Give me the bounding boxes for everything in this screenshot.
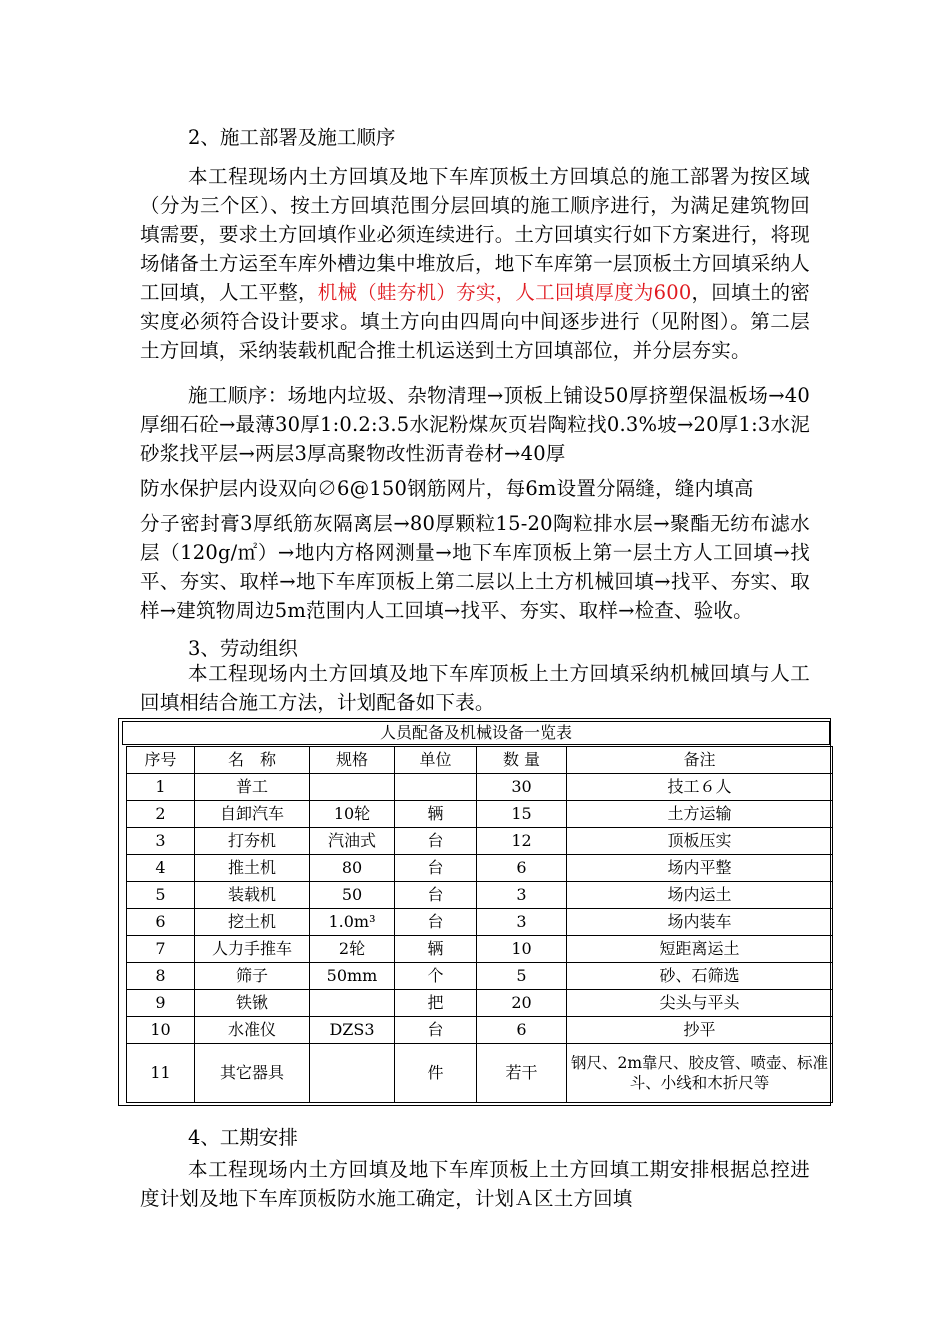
header-cell: 名 称 bbox=[195, 747, 310, 774]
cell: 推土机 bbox=[195, 855, 310, 882]
header-cell: 单位 bbox=[395, 747, 477, 774]
cell: 人力手推车 bbox=[195, 936, 310, 963]
table-row bbox=[127, 990, 833, 1017]
cell: 自卸汽车 bbox=[195, 801, 310, 828]
table-row bbox=[127, 855, 833, 882]
cell: 15 bbox=[477, 801, 567, 828]
cell: 3 bbox=[127, 828, 195, 855]
cell: 台 bbox=[395, 909, 477, 936]
table-row bbox=[127, 882, 833, 909]
table-row bbox=[127, 1044, 833, 1103]
cell: 台 bbox=[395, 855, 477, 882]
para1-text-a: 本工程现场内土方回填及地下车库顶板土方回填总的施工部署为按区域（分为三个区）、按土方回填范围分层回填的施工顺序进行，为满足建筑物回填需要，要求土方回填作业必须连续进行。土方回填实行如下方案进行，将现场储备土方运至车库外槽边集中堆放后，地下车库第一层顶板土方回填采纳人工回填，人工平整， bbox=[140, 165, 810, 304]
cell: 3 bbox=[477, 909, 567, 936]
para1-highlight-red: 机械（蛙夯机）夯实，人工回填厚度为600 bbox=[317, 281, 692, 304]
cell: 抄平 bbox=[567, 1017, 833, 1044]
cell: 80 bbox=[310, 855, 395, 882]
cell: 场内平整 bbox=[567, 855, 833, 882]
cell: 9 bbox=[127, 990, 195, 1017]
cell: 50mm bbox=[310, 963, 395, 990]
section-4-heading: 4、工期安排 bbox=[188, 1126, 298, 1149]
table-row bbox=[127, 828, 833, 855]
cell: 场内运土 bbox=[567, 882, 833, 909]
cell: 挖土机 bbox=[195, 909, 310, 936]
header-cell: 规格 bbox=[310, 747, 395, 774]
cell: 4 bbox=[127, 855, 195, 882]
cell: 打夯机 bbox=[195, 828, 310, 855]
table-row bbox=[127, 936, 833, 963]
cell: 5 bbox=[127, 882, 195, 909]
cell: 2 bbox=[127, 801, 195, 828]
cell: 10轮 bbox=[310, 801, 395, 828]
cell: 水准仪 bbox=[195, 1017, 310, 1044]
cell: 场内装车 bbox=[567, 909, 833, 936]
section-2-paragraph bbox=[140, 162, 810, 365]
section-3-paragraph: 本工程现场内土方回填及地下车库顶板上土方回填采纳机械回填与人工回填相结合施工方法，计划配备如下表。 bbox=[140, 662, 810, 714]
cell: 砂、石筛选 bbox=[567, 963, 833, 990]
cell bbox=[310, 1044, 395, 1103]
cell: 6 bbox=[127, 909, 195, 936]
table-row bbox=[127, 774, 833, 801]
cell bbox=[395, 774, 477, 801]
cell: 钢尺、2m靠尺、胶皮管、喷壶、标准斗、小线和木折尺等 bbox=[567, 1044, 833, 1103]
header-cell: 序号 bbox=[127, 747, 195, 774]
cell: 10 bbox=[477, 936, 567, 963]
cell: 7 bbox=[127, 936, 195, 963]
cell: 20 bbox=[477, 990, 567, 1017]
cell: 尖头与平头 bbox=[567, 990, 833, 1017]
cell: 土方运输 bbox=[567, 801, 833, 828]
cell bbox=[310, 774, 395, 801]
table-row bbox=[127, 801, 833, 828]
table-row bbox=[127, 963, 833, 990]
cell: 铁锹 bbox=[195, 990, 310, 1017]
construction-sequence-continued: 分子密封膏3厚纸筋灰隔离层→80厚颗粒15-20陶粒排水层→聚酯无纺布滤水层（120g/㎡）→地内方格网测量→地下车库顶板上第一层土方人工回填→找平、夯实、取样→地下车库顶板上第二层以上土方机械回填→找平、夯实、取样→建筑物周边5m范围内人工回填→找平、夯实、取样→检查、验收。 bbox=[140, 512, 810, 622]
cell: 11 bbox=[127, 1044, 195, 1103]
cell: 技工６人 bbox=[567, 774, 833, 801]
cell: 普工 bbox=[195, 774, 310, 801]
header-cell: 数 量 bbox=[477, 747, 567, 774]
cell: 辆 bbox=[395, 801, 477, 828]
cell: 短距离运土 bbox=[567, 936, 833, 963]
cell: 1.0m³ bbox=[310, 909, 395, 936]
cell: 3 bbox=[477, 882, 567, 909]
table-header-row bbox=[127, 747, 833, 774]
cell: 12 bbox=[477, 828, 567, 855]
cell: 6 bbox=[477, 1017, 567, 1044]
construction-sequence-line: 防水保护层内设双向∅6@150钢筋网片，每6m设置分隔缝，缝内填高 bbox=[140, 477, 754, 500]
para1-text-b: ，回填土的密实度必须符合设计要求。填土方向由四周向中间逐步进行（见附图）。第二层土方回填，采纳装载机配合推土机运送到土方回填部位，并分层夯实。 bbox=[140, 281, 810, 362]
construction-sequence-paragraph: 施工顺序：场地内垃圾、杂物清理→顶板上铺设50厚挤塑保温板场→40厚细石砼→最薄30厚1:0.2:3.5水泥粉煤灰页岩陶粒找0.3%坡→20厚1:3水泥砂浆找平层→两层3厚高聚物改性沥青卷材→40厚 bbox=[140, 384, 810, 465]
cell: 个 bbox=[395, 963, 477, 990]
cell: 台 bbox=[395, 882, 477, 909]
table-title: 人员配备及机械设备一览表 bbox=[122, 721, 830, 745]
section-2-heading: 2、施工部署及施工顺序 bbox=[188, 126, 396, 149]
cell: 其它器具 bbox=[195, 1044, 310, 1103]
cell: DZS3 bbox=[310, 1017, 395, 1044]
header-cell: 备注 bbox=[567, 747, 833, 774]
cell: 筛子 bbox=[195, 963, 310, 990]
cell: 顶板压实 bbox=[567, 828, 833, 855]
cell: 5 bbox=[477, 963, 567, 990]
table-row bbox=[127, 909, 833, 936]
cell: 件 bbox=[395, 1044, 477, 1103]
cell: 1 bbox=[127, 774, 195, 801]
cell: 汽油式 bbox=[310, 828, 395, 855]
section-4-paragraph: 本工程现场内土方回填及地下车库顶板上土方回填工期安排根据总控进度计划及地下车库顶板防水施工确定，计划Ａ区土方回填 bbox=[140, 1158, 810, 1210]
equipment-table bbox=[126, 746, 833, 1103]
cell: 2轮 bbox=[310, 936, 395, 963]
cell: 10 bbox=[127, 1017, 195, 1044]
cell: 50 bbox=[310, 882, 395, 909]
cell: 若干 bbox=[477, 1044, 567, 1103]
table-row bbox=[127, 1017, 833, 1044]
cell: 装载机 bbox=[195, 882, 310, 909]
cell: 30 bbox=[477, 774, 567, 801]
cell: 辆 bbox=[395, 936, 477, 963]
cell: 8 bbox=[127, 963, 195, 990]
section-3-heading: 3、劳动组织 bbox=[188, 637, 298, 660]
cell bbox=[310, 990, 395, 1017]
cell: 6 bbox=[477, 855, 567, 882]
cell: 把 bbox=[395, 990, 477, 1017]
cell: 台 bbox=[395, 1017, 477, 1044]
cell: 台 bbox=[395, 828, 477, 855]
